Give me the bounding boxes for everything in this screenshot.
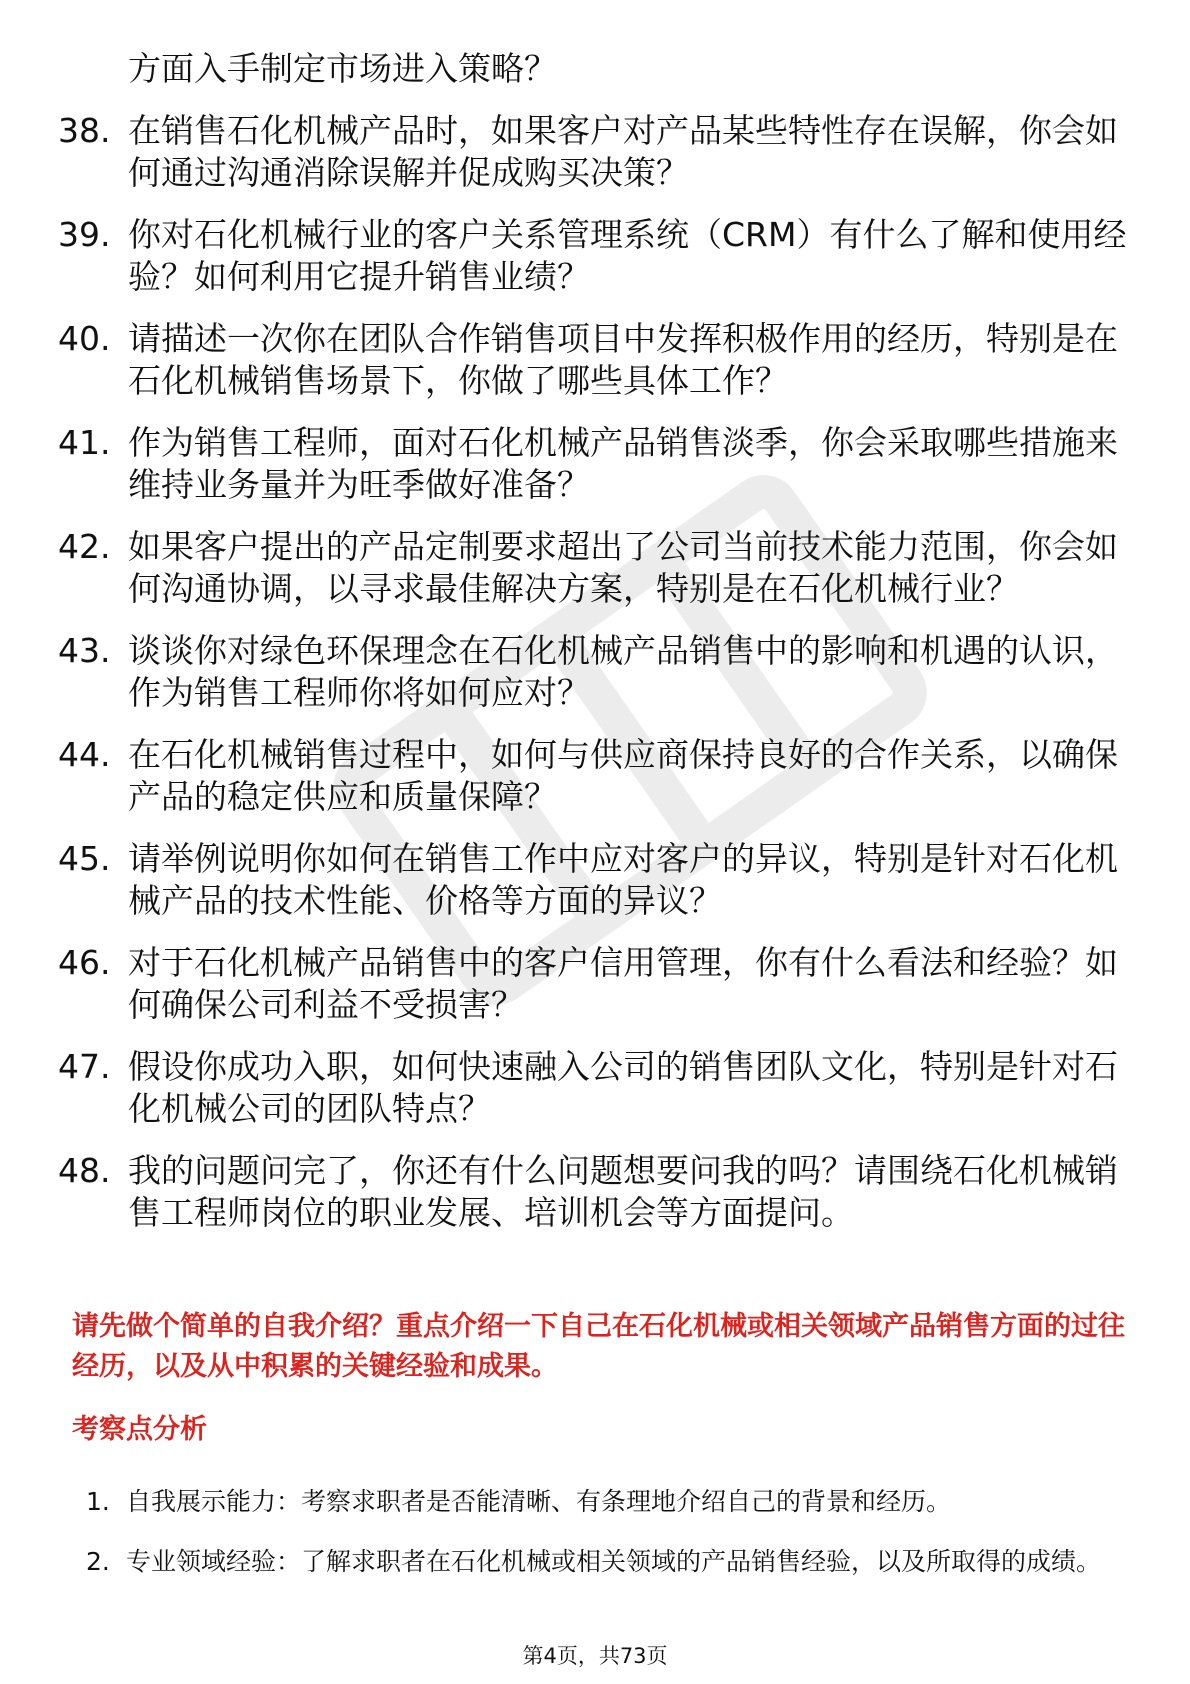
page-footer: 第4页，共73页 (522, 1644, 668, 1668)
question-item (58, 942, 1128, 1026)
question-continuation (58, 48, 1128, 90)
question-item (58, 214, 1128, 298)
question-number: 45. (58, 839, 111, 878)
question-text: 方面入手制定市场进入策略？ (128, 49, 557, 88)
question-number: 38. (58, 111, 111, 150)
question-text: 作为销售工程师，面对石化机械产品销售淡季，你会采取哪些措施来维持业务量并为旺季做好准备？ (128, 423, 1118, 504)
analysis-text: 自我展示能力：考察求职者是否能清晰、有条理地介绍自己的背景和经历。 (126, 1487, 952, 1516)
question-number: 46. (58, 943, 111, 982)
question-number: 42. (58, 527, 111, 566)
question-number: 39. (58, 215, 111, 254)
question-heading: 请先做个简单的自我介绍？重点介绍一下自己在石化机械或相关领域产品销售方面的过往经历，以及从中积累的关键经验和成果。 (72, 1311, 1125, 1382)
question-item (58, 734, 1128, 818)
question-text: 在石化机械销售过程中，如何与供应商保持良好的合作关系，以确保产品的稳定供应和质量保障？ (128, 735, 1118, 816)
question-text: 请举例说明你如何在销售工作中应对客户的异议，特别是针对石化机械产品的技术性能、价格等方面的异议？ (128, 839, 1118, 920)
question-text: 如果客户提出的产品定制要求超出了公司当前技术能力范围，你会如何沟通协调，以寻求最佳解决方案，特别是在石化机械行业？ (128, 527, 1118, 608)
section-title: 考察点分析 (72, 1414, 207, 1445)
analysis-text: 专业领域经验：了解求职者在石化机械或相关领域的产品销售经验，以及所取得的成绩。 (126, 1547, 1102, 1576)
question-item (58, 110, 1128, 194)
analysis-item (86, 1538, 1126, 1586)
question-number: 47. (58, 1047, 111, 1086)
analysis-list (86, 1478, 1126, 1598)
question-text: 我的问题问完了，你还有什么问题想要问我的吗？请围绕石化机械销售工程师岗位的职业发展、培训机会等方面提问。 (128, 1151, 1118, 1232)
question-number: 40. (58, 319, 111, 358)
question-number: 43. (58, 631, 111, 670)
analysis-number: 1. (86, 1487, 110, 1516)
question-item (58, 1046, 1128, 1130)
question-item (58, 630, 1128, 714)
question-number: 41. (58, 423, 111, 462)
question-text: 请描述一次你在团队合作销售项目中发挥积极作用的经历，特别是在石化机械销售场景下，你做了哪些具体工作？ (128, 319, 1118, 400)
question-text: 在销售石化机械产品时，如果客户对产品某些特性存在误解，你会如何通过沟通消除误解并促成购买决策？ (128, 111, 1118, 192)
question-text: 你对石化机械行业的客户关系管理系统（CRM）有什么了解和使用经验？如何利用它提升销售业绩？ (128, 215, 1127, 296)
question-text: 谈谈你对绿色环保理念在石化机械产品销售中的影响和机遇的认识，作为销售工程师你将如何应对？ (128, 631, 1118, 712)
question-number: 44. (58, 735, 111, 774)
analysis-item (86, 1478, 1126, 1526)
question-item (58, 1150, 1128, 1234)
question-item (58, 526, 1128, 610)
question-text: 对于石化机械产品销售中的客户信用管理，你有什么看法和经验？如何确保公司利益不受损害？ (128, 943, 1118, 1024)
question-text: 假设你成功入职，如何快速融入公司的销售团队文化，特别是针对石化机械公司的团队特点？ (128, 1047, 1118, 1128)
question-number: 48. (58, 1151, 111, 1190)
question-item (58, 318, 1128, 402)
question-item (58, 838, 1128, 922)
analysis-number: 2. (86, 1547, 110, 1576)
question-list (58, 48, 1128, 1254)
question-item (58, 422, 1128, 506)
